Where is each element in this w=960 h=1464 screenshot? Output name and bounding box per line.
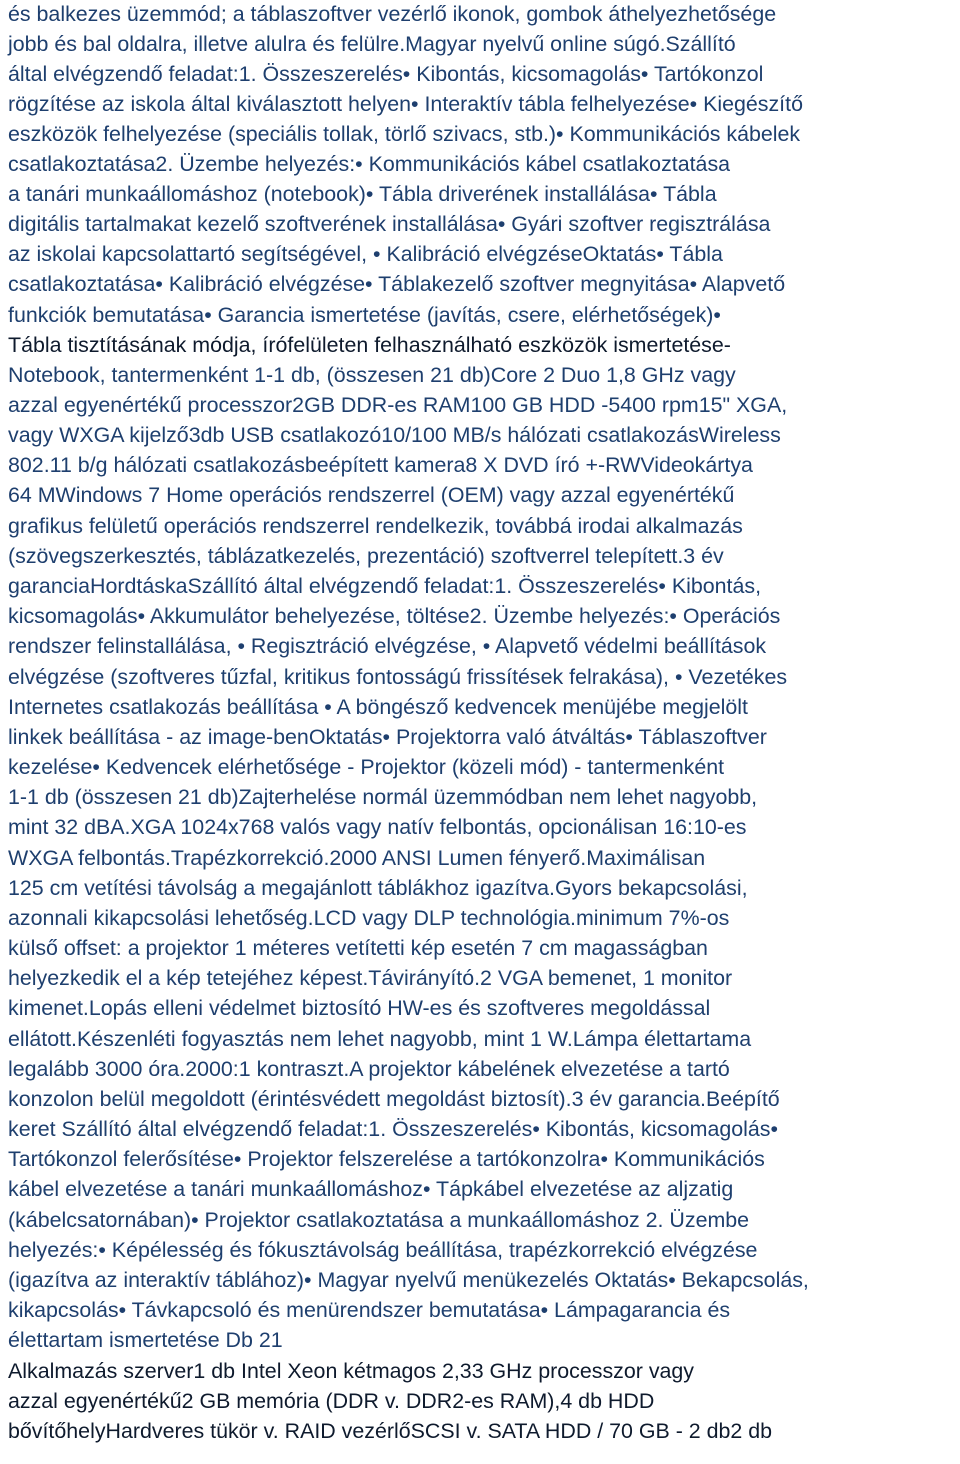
text-line-28: mint 32 dBA.XGA 1024x768 valós vagy natív felbontás, opcionálisan 16:10-es — [8, 815, 747, 839]
text-line-36: legalább 3000 óra.2000:1 kontraszt.A projektor kábelének elvezetése a tartó — [8, 1057, 730, 1081]
text-line-39: Tartókonzol felerősítése• Projektor felszerelése a tartókonzolra• Kommunikációs — [8, 1147, 765, 1171]
text-line-4: rögzítése az iskola által kiválasztott helyen• Interaktív tábla felhelyezése• Kiegészítő — [8, 92, 803, 116]
text-line-14: azzal egyenértékű processzor2GB DDR-es RAM100 GB HDD -5400 rpm15" XGA, — [8, 393, 788, 417]
text-line-12: Tábla tisztításának módja, írófelületen felhasználható eszközök ismertetése- — [8, 333, 731, 357]
text-line-30: 125 cm vetítési távolság a megajánlott táblákhoz igazítva.Gyors bekapcsolási, — [8, 876, 748, 900]
text-line-2: jobb és bal oldalra, illetve alulra és felülre.Magyar nyelvű online súgó.Szállító — [8, 32, 736, 56]
text-line-26: kezelése• Kedvencek elérhetősége - Projektor (közeli mód) - tantermenként — [8, 755, 725, 779]
text-line-38: keret Szállító által elvégzendő feladat:1. Összeszerelés• Kibontás, kicsomagolás• — [8, 1117, 778, 1141]
text-line-34: kimenet.Lopás elleni védelmet biztosító HW-es és szoftveres megoldással — [8, 996, 711, 1020]
text-line-41: (kábelcsatornában)• Projektor csatlakoztatása a munkaállomáshoz 2. Üzembe — [8, 1208, 750, 1232]
text-line-11: funkciók bemutatása• Garancia ismertetése (javítás, csere, elérhetőségek)• — [8, 303, 721, 327]
text-line-37: konzolon belül megoldott (érintésvédett megoldást biztosít).3 év garancia.Beépítő — [8, 1087, 780, 1111]
text-line-31: azonnali kikapcsolási lehetőség.LCD vagy DLP technológia.minimum 7%-os — [8, 906, 730, 930]
text-line-22: rendszer felinstallálása, • Regisztráció elvégzése, • Alapvető védelmi beállítások — [8, 634, 767, 658]
text-line-23: elvégzése (szoftveres tűzfal, kritikus fontosságú frissítések felrakása), • Vezetékes — [8, 665, 788, 689]
text-line-19: (szövegszerkesztés, táblázatkezelés, prezentáció) szoftverrel telepített.3 év — [8, 544, 724, 568]
text-line-46: Alkalmazás szerver1 db Intel Xeon kétmagos 2,33 GHz processzor vagy — [8, 1359, 695, 1383]
text-line-20: garanciaHordtáskaSzállító által elvégzendő feladat:1. Összeszerelés• Kibontás, — [8, 574, 762, 598]
text-line-6: csatlakoztatása2. Üzembe helyezés:• Kommunikációs kábel csatlakoztatása — [8, 152, 731, 176]
text-line-1: és balkezes üzemmód; a táblaszoftver vezérlő ikonok, gombok áthelyezhetősége — [8, 2, 777, 26]
text-line-15: vagy WXGA kijelző3db USB csatlakozó10/100 MB/s hálózati csatlakozásWireless — [8, 423, 781, 447]
text-line-18: grafikus felületű operációs rendszerrel rendelkezik, továbbá irodai alkalmazás — [8, 514, 743, 538]
text-line-33: helyezkedik el a kép tetejéhez képest.Távirányító.2 VGA bemenet, 1 monitor — [8, 966, 733, 990]
text-line-48: bővítőhelyHardveres tükör v. RAID vezérlőSCSI v. SATA HDD / 70 GB - 2 db2 db — [8, 1419, 773, 1443]
text-line-8: digitális tartalmakat kezelő szoftverének installálása• Gyári szoftver regisztrálása — [8, 212, 771, 236]
text-line-5: eszközök felhelyezése (speciális tollak, törlő szivacs, stb.)• Kommunikációs kábelek — [8, 122, 801, 146]
text-line-7: a tanári munkaállomáshoz (notebook)• Tábla driverének installálása• Tábla — [8, 182, 717, 206]
text-line-32: külső offset: a projektor 1 méteres vetítetti kép esetén 7 cm magasságban — [8, 936, 708, 960]
text-line-35: ellátott.Készenléti fogyasztás nem lehet nagyobb, mint 1 W.Lámpa élettartama — [8, 1027, 752, 1051]
text-line-45: élettartam ismertetése Db 21 — [8, 1328, 283, 1352]
text-line-29: WXGA felbontás.Trapézkorrekció.2000 ANSI Lumen fényerő.Maximálisan — [8, 846, 706, 870]
text-line-3: által elvégzendő feladat:1. Összeszerelés• Kibontás, kicsomagolás• Tartókonzol — [8, 62, 764, 86]
text-line-25: linkek beállítása - az image-benOktatás• Projektorra való átváltás• Táblaszoftver — [8, 725, 767, 749]
text-line-9: az iskolai kapcsolattartó segítségével, • Kalibráció elvégzéseOktatás• Tábla — [8, 242, 723, 266]
text-line-47: azzal egyenértékű2 GB memória (DDR v. DDR2-es RAM),4 db HDD — [8, 1389, 655, 1413]
text-line-40: kábel elvezetése a tanári munkaállomáshoz• Tápkábel elvezetése az aljzatig — [8, 1177, 734, 1201]
text-line-16: 802.11 b/g hálózati csatlakozásbeépített kamera8 X DVD író +-RWVideokártya — [8, 453, 753, 477]
text-line-43: (igazítva az interaktív táblához)• Magyar nyelvű menükezelés Oktatás• Bekapcsolás, — [8, 1268, 809, 1292]
text-line-17: 64 MWindows 7 Home operációs rendszerrel (OEM) vagy azzal egyenértékű — [8, 483, 735, 507]
text-line-42: helyezés:• Képélesség és fókusztávolság beállítása, trapézkorrekció elvégzése — [8, 1238, 758, 1262]
text-line-13: Notebook, tantermenként 1-1 db, (összesen 21 db)Core 2 Duo 1,8 GHz vagy — [8, 363, 736, 387]
text-line-27: 1-1 db (összesen 21 db)Zajterhelése normál üzemmódban nem lehet nagyobb, — [8, 785, 758, 809]
text-line-44: kikapcsolás• Távkapcsoló és menürendszer bemutatása• Lámpagarancia és — [8, 1298, 731, 1322]
text-line-24: Internetes csatlakozás beállítása • A böngésző kedvencek menüjébe megjelölt — [8, 695, 748, 719]
text-line-10: csatlakoztatása• Kalibráció elvégzése• Táblakezelő szoftver megnyitása• Alapvető — [8, 272, 786, 296]
text-line-21: kicsomagolás• Akkumulátor behelyezése, töltése2. Üzembe helyezés:• Operációs — [8, 604, 781, 628]
